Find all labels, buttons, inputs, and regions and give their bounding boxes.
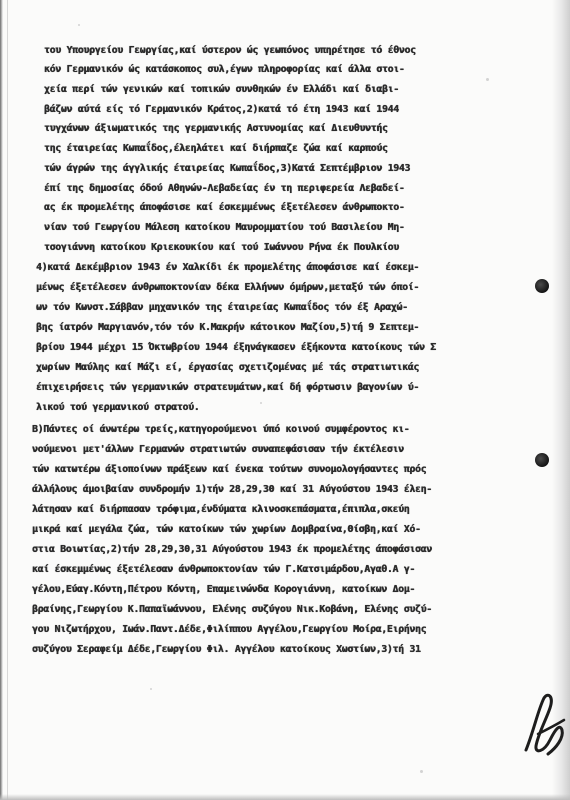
text-line: μένως έξετέλεσεν άνθρωποκτονίαν δέκα Ελλήνων όμήρων,μεταξύ τών όποί- xyxy=(36,282,420,293)
text-line: βης ίατρόν Μαργιανόν,τόν τόν Κ.Μακρήν κάτοικον Μαζίου,5)τή 9 Σεπτεμ- xyxy=(36,322,420,333)
text-line: καί έσκεμμένως έξετέλεσαν άνθρωποκτονίαν τών Γ.Κατσιμάρδου,Αγαθ.Α γ- xyxy=(32,564,416,575)
scan-speck xyxy=(78,24,80,26)
text-line: τών κατωτέρω άξιοποίνων πράξεων καί ένεκα τούτων συνομολογήσαντες πρός xyxy=(32,464,427,475)
text-line: του Υπουργείου Γεωργίας,καί ύστερον ώς γεωπόνος υπηρέτησε τό έθνος xyxy=(44,45,416,56)
text-line: Β)Πάντες οί άνωτέρω τρείς,κατηγορούμενοι ύπό κοινού συμφέροντος κι- xyxy=(32,424,410,435)
handwritten-signature-icon xyxy=(520,690,568,760)
text-line: 4)κατά Δεκέμβριον 1943 έν Χαλκίδι έκ προμελέτης άποφάσισε καί έσκεμ- xyxy=(36,262,420,273)
text-line: άλλήλους άμοιβαίαν συνδρομήν 1)τήν 28,29,30 καί 31 Αύγούστου 1943 έλεη- xyxy=(32,484,432,495)
text-line: λικού τού γερμανικού στρατού. xyxy=(36,402,200,413)
text-line: τσογιάννη κατοίκου Κριεκουκίου καί τού Ιωάννου Ρήνα έκ Πουλκίου xyxy=(44,242,399,253)
text-line: νούμενοι μετ'άλλων Γερμανών στρατιωτών συναπεφάσισαν τήν έκτέλεσιν xyxy=(32,444,404,455)
text-line: τυγχάνων άξιωματικός της γερμανικής Αστυνομίας καί Διευθυντής xyxy=(44,123,388,134)
text-line: έπί της δημοσίας όδού Αθηνών-Λεβαδείας έν τη περιφερεία Λεβαδεί- xyxy=(44,183,405,194)
text-line: συζύγου Σεραφείμ Δέδε,Γεωργίου Φιλ. Αγγέλου κατοίκους Χωστίων,3)τή 31 xyxy=(32,644,421,655)
text-line: βάζων αύτά είς τό Γερμανικόν Κράτος,2)κατά τό έτη 1943 καί 1944 xyxy=(44,104,399,115)
text-line: χωρίων Μαύλης καί Μάζι εί, έργασίας σχετιζομένας μέ τάς στρατιωτικάς xyxy=(36,362,420,373)
text-line: μικρά καί μεγάλα ζώα, τών κατοίκων τών χωρίων Δομβραίνα,Θίσβη,καί Χό- xyxy=(32,524,421,535)
text-line: έπιχειρήσεις τών γερμανικών στρατευμάτων,καί δή φόρτωσιν βαγονίων ύ- xyxy=(36,382,420,393)
scan-speck xyxy=(486,78,489,81)
text-line: της έταιρείας Κωπαΐδος,έλεηλάτει καί διήρπαζε ζώα καί καρπούς xyxy=(44,143,388,154)
page-fold-line xyxy=(7,0,8,800)
text-line: τών άγρών της άγγλικής έταιρείας Κωπαΐδος,3)Κατά Σεπτέμβριον 1943 xyxy=(44,163,411,174)
text-line: βρίου 1944 μέχρι 15 Όκτωβρίου 1944 έξηνάγκασεν έξήκοντα κατοίκους τών Σ xyxy=(36,342,436,353)
scan-speck xyxy=(260,402,262,404)
text-line: νίαν τού Γεωργίου Μάλεση κατοίκου Μαυρομματίου τού Βασιλείου Μη- xyxy=(44,222,405,233)
text-line: κόν Γερμανικόν ώς κατάσκοπος συλ,έγων πληροφορίας καί άλλα στοι- xyxy=(44,64,405,75)
page-right-shadow xyxy=(552,0,570,800)
text-line: στια Βοιωτίας,2)τήν 28,29,30,31 Αύγούστου 1943 έκ προμελέτης άποφάσισαν xyxy=(32,544,432,555)
text-line: ων τόν Κωνστ.Σάββαν μηχανικόν της έταιρείας Κωπαΐδος τόν έξ Αραχώ- xyxy=(36,302,408,313)
text-line: βραίνης,Γεωργίου Κ.Παπαϊωάννου, Ελένης συζύγου Νικ.Κοβάνη, Ελένης συζύ- xyxy=(32,604,432,615)
text-line: χεία περί τών γενικών καί τοπικών συνθηκών έν Ελλάδι καί διαβι- xyxy=(44,84,399,95)
text-line: ας έκ προμελέτης άποφάσισε καί έσκεμμένως έξετέλεσεν άνθρωποκτο- xyxy=(44,202,405,213)
page-left-edge xyxy=(0,0,3,800)
binder-hole-icon xyxy=(535,279,549,293)
page-bottom-edge xyxy=(0,794,570,800)
binder-hole-icon xyxy=(535,453,549,467)
scan-speck xyxy=(420,770,423,773)
text-line: γου Νιζωτήρχου, Ιωάν.Παντ.Δέδε,Φιλίππου Αγγέλου,Γεωργίου Μοίρα,Ειρήνης xyxy=(32,624,427,635)
scan-speck xyxy=(150,688,152,690)
text-line: γέλου,Εύαγ.Κόντη,Πέτρου Κόντη, Επαμεινώνδα Κορογιάννη, κατοίκων Δομ- xyxy=(32,584,416,595)
text-line: λάτησαν καί διήρπασαν τρόφιμα,ένδύματα κλινοσκεπάσματα,έπιπλα,σκεύη xyxy=(32,504,410,515)
